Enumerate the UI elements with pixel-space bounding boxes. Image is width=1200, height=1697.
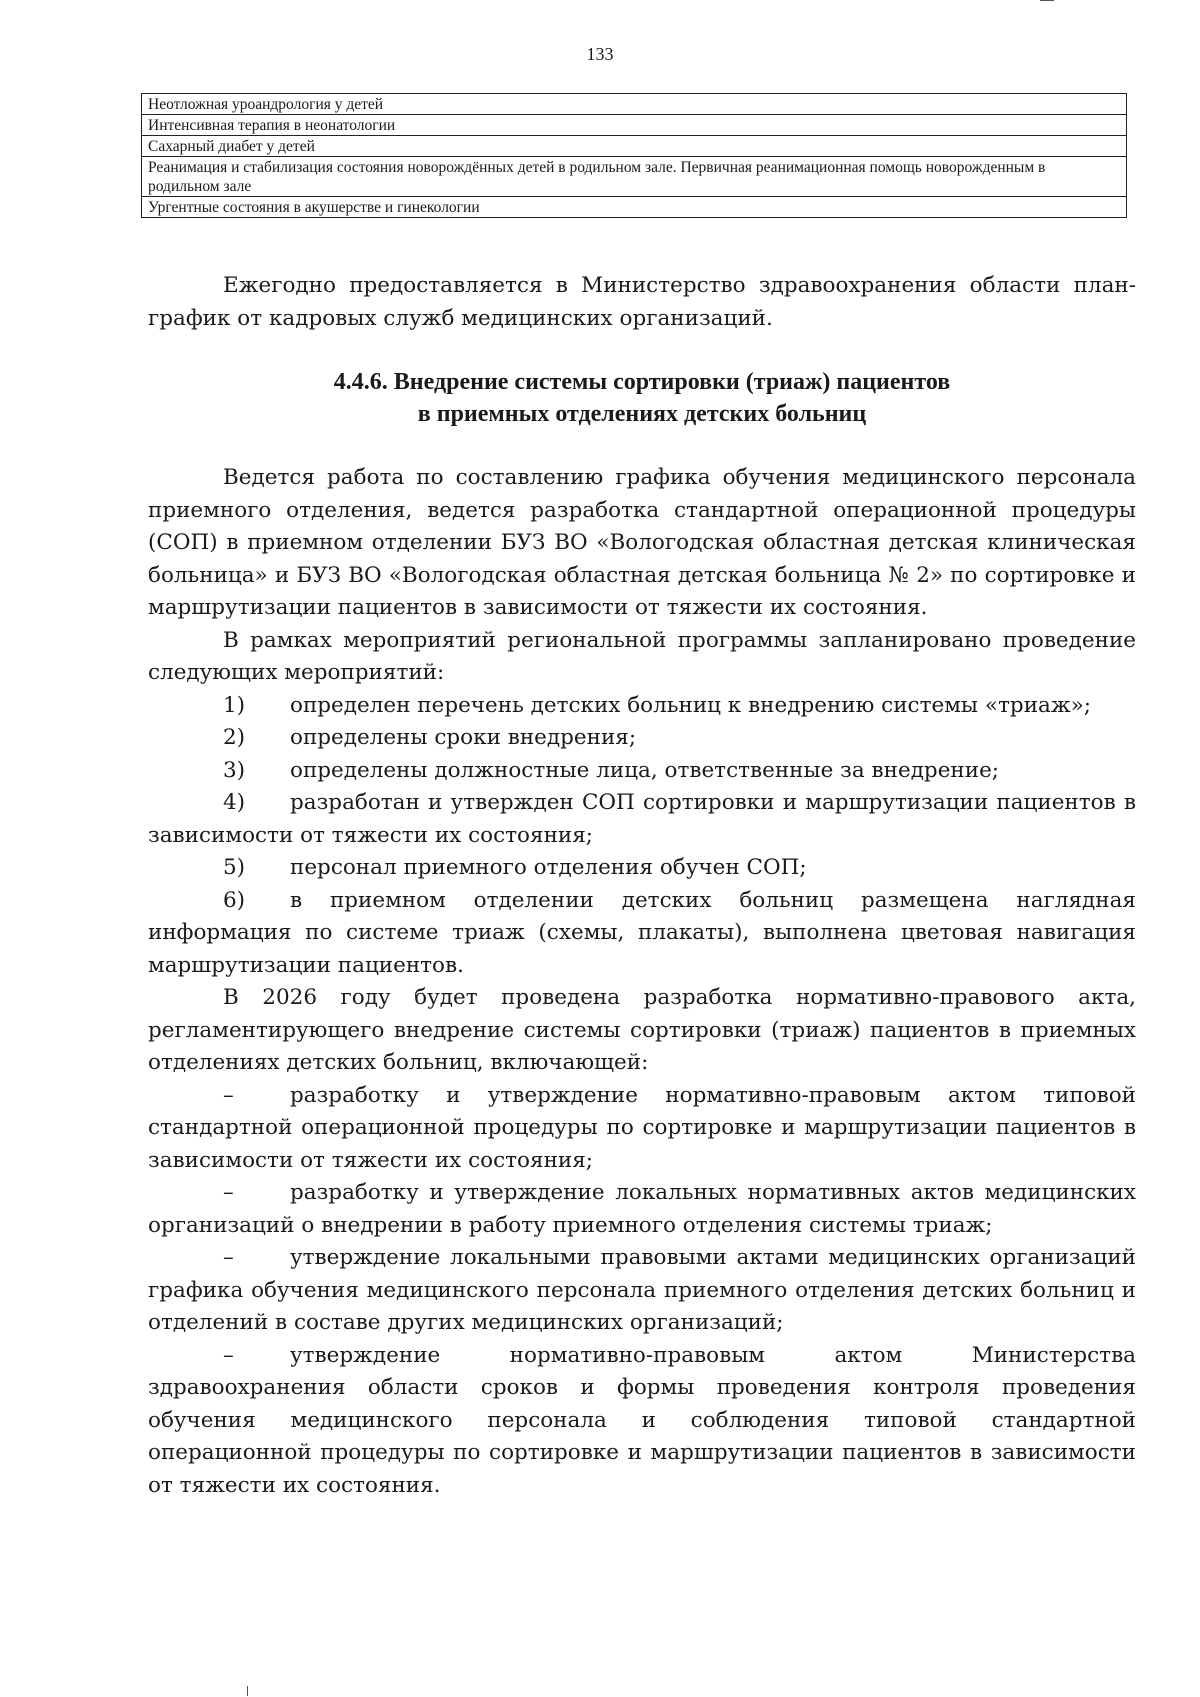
table-row: [142, 136, 1127, 157]
paragraph-2: В рамках мероприятий региональной программы запланировано проведение следующих мероприятий:: [148, 627, 1136, 685]
scan-artifact: [247, 1686, 248, 1696]
dash-item-text: разработку и утверждение нормативно-правовым актом типовой стандартной операционной процедуры по сортировке и маршрутизации пациентов в зависимости от тяжести их состояния;: [148, 1082, 1136, 1173]
list-marker: 4): [223, 790, 246, 815]
table-cell: Ургентные состояния в акушерстве и гинекологии: [142, 197, 1127, 218]
table-row: [142, 197, 1127, 218]
dash-list: [148, 1080, 1136, 1503]
paragraph-3: В 2026 году будет проведена разработка нормативно-правового акта, регламентирующего внедрение системы сортировки (триаж) пациентов в приемных отделениях детских больниц, включающей:: [148, 985, 1136, 1075]
list-item-text: персонал приемного отделения обучен СОП;: [290, 855, 807, 880]
list-marker: 5): [223, 855, 246, 880]
list-item: [148, 885, 1136, 983]
dash-item-text: разработку и утверждение локальных нормативных актов медицинских организаций о внедрении в работу приемного отделения системы триаж;: [148, 1180, 1136, 1238]
list-marker: 1): [223, 692, 246, 718]
page-number: 133: [586, 44, 614, 64]
section-heading: [148, 366, 1136, 430]
list-marker: 6): [223, 887, 246, 913]
table-cell: Реанимация и стабилизация состояния новорождённых детей в родильном зале. Первичная реанимационная помощь новорожденным в родильном зале: [142, 157, 1127, 197]
intro-block: [148, 270, 1136, 335]
list-marker: 2): [223, 725, 246, 750]
table-row: [142, 94, 1127, 115]
course-table: [141, 93, 1127, 218]
list-item: [148, 722, 1136, 755]
table-cell: Интенсивная терапия в неонатологии: [142, 115, 1127, 136]
dash-item-text: утверждение локальными правовыми актами медицинских организаций графика обучения медицинского персонала приемного отделения детских больниц и отделений в составе других медицинских организаций;: [148, 1245, 1136, 1335]
table-row: [142, 115, 1127, 136]
section-heading-line1: 4.4.6. Внедрение системы сортировки (триаж) пациентов: [333, 369, 951, 395]
list-item-text: определен перечень детских больниц к внедрению системы «триаж»;: [290, 692, 1092, 718]
list-item: [148, 690, 1136, 723]
table-cell: Сахарный диабет у детей: [142, 136, 1127, 157]
dash-item: [148, 1242, 1136, 1340]
list-item: [148, 852, 1136, 885]
table-row: [142, 157, 1127, 197]
dash-marker: –: [223, 1180, 234, 1205]
paragraph-1: Ведется работа по составлению графика обучения медицинского персонала приемного отделения, ведется разработка стандартной операционной процедуры (СОП) в приемном отделении БУЗ ВО «Вологодская областная детская клиническая больница» и БУЗ ВО «Вологодская областная детская больница № 2» по сортировке и маршрутизации пациентов в зависимости от тяжести их состояния.: [148, 465, 1136, 620]
list-marker: 3): [223, 757, 246, 783]
list-item: [148, 755, 1136, 788]
intro-paragraph: Ежегодно предоставляется в Министерство здравоохранения области план-график от кадровых служб медицинских организаций.: [148, 273, 1136, 331]
section-body: [148, 462, 1136, 1502]
list-item: [148, 787, 1136, 852]
dash-marker: –: [223, 1342, 234, 1368]
dash-marker: –: [223, 1082, 234, 1108]
list-item-text: разработан и утвержден СОП сортировки и маршрутизации пациентов в зависимости от тяжести их состояния;: [148, 790, 1136, 848]
list-item-text: определены сроки внедрения;: [290, 725, 637, 750]
scan-artifact: [1040, 0, 1054, 1]
dash-item: [148, 1177, 1136, 1242]
dash-item: [148, 1340, 1136, 1503]
list-item-text: определены должностные лица, ответственные за внедрение;: [290, 757, 1000, 783]
section-heading-line2: в приемных отделениях детских больниц: [417, 401, 867, 427]
numbered-list: [148, 690, 1136, 983]
list-item-text: в приемном отделении детских больниц размещена наглядная информация по системе триаж (схемы, плакаты), выполнена цветовая навигация маршрутизации пациентов.: [148, 887, 1136, 978]
dash-item-text: утверждение нормативно-правовым актом Министерства здравоохранения области сроков и формы проведения контроля проведения обучения медицинского персонала и соблюдения типовой стандартной операционной процедуры по сортировке и маршрутизации пациентов в зависимости от тяжести их состояния.: [148, 1342, 1136, 1498]
dash-marker: –: [223, 1245, 234, 1270]
dash-item: [148, 1080, 1136, 1178]
table-cell: Неотложная уроандрология у детей: [142, 94, 1127, 115]
